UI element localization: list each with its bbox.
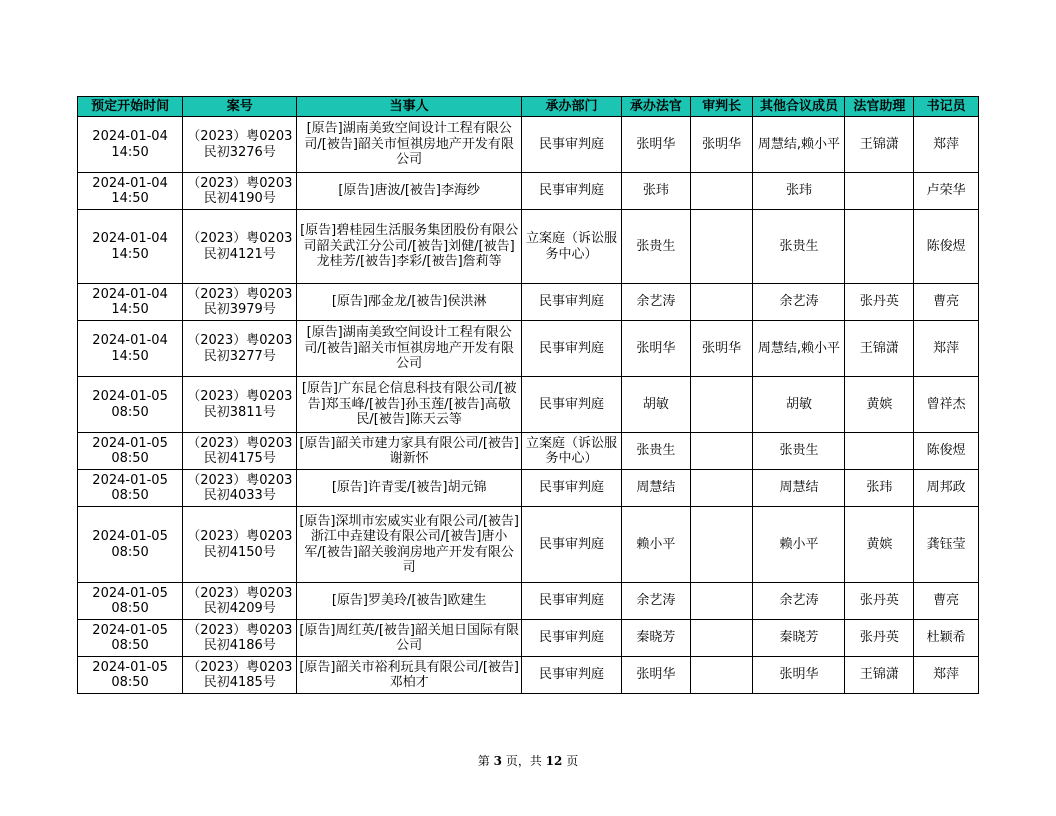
cell-clerk: 郑萍	[914, 657, 979, 694]
cell-department: 民事审判庭	[521, 377, 621, 433]
cell-case-number: （2023）粤0203民初4209号	[183, 583, 297, 620]
cell-clerk: 郑萍	[914, 117, 979, 173]
cell-start-time: 2024-01-04 14:50	[78, 284, 183, 321]
table-row	[78, 210, 979, 284]
cell-judge: 秦晓芳	[622, 620, 691, 657]
cell-department: 民事审判庭	[521, 620, 621, 657]
cell-judge: 周慧结	[622, 470, 691, 507]
cell-parties: [原告]广东昆仑信息科技有限公司/[被告]郑玉峰/[被告]孙玉莲/[被告]高敬民/[被告]陈天云等	[297, 377, 521, 433]
cell-department: 民事审判庭	[521, 321, 621, 377]
cell-start-time: 2024-01-04 14:50	[78, 321, 183, 377]
header-case-number: 案号	[183, 97, 297, 117]
cell-other-members: 张明华	[753, 657, 845, 694]
cell-case-number: （2023）粤0203民初4185号	[183, 657, 297, 694]
cell-judge-assistant: 黄嫔	[845, 507, 914, 583]
footer-middle: 页，共	[505, 754, 542, 768]
cell-judge: 余艺涛	[622, 583, 691, 620]
cell-presiding-judge	[690, 284, 753, 321]
cell-judge-assistant	[845, 210, 914, 284]
cell-presiding-judge	[690, 433, 753, 470]
header-judge: 承办法官	[622, 97, 691, 117]
cell-other-members: 余艺涛	[753, 284, 845, 321]
cell-start-time: 2024-01-05 08:50	[78, 433, 183, 470]
cell-judge: 张明华	[622, 117, 691, 173]
page-footer	[0, 752, 1056, 769]
cell-presiding-judge: 张明华	[690, 321, 753, 377]
cell-department: 民事审判庭	[521, 657, 621, 694]
cell-other-members: 余艺涛	[753, 583, 845, 620]
cell-parties: [原告]湖南美致空间设计工程有限公司/[被告]韶关市恒祺房地产开发有限公司	[297, 117, 521, 173]
footer-page-number: 3	[493, 754, 502, 768]
cell-start-time: 2024-01-05 08:50	[78, 620, 183, 657]
cell-other-members: 张贵生	[753, 433, 845, 470]
cell-judge: 张玮	[622, 173, 691, 210]
cell-department: 民事审判庭	[521, 507, 621, 583]
cell-presiding-judge	[690, 583, 753, 620]
footer-suffix: 页	[566, 754, 579, 768]
cell-start-time: 2024-01-04 14:50	[78, 210, 183, 284]
table-row	[78, 117, 979, 173]
cell-clerk: 曹亮	[914, 583, 979, 620]
cell-other-members: 周慧结	[753, 470, 845, 507]
cell-presiding-judge	[690, 470, 753, 507]
cell-other-members: 张贵生	[753, 210, 845, 284]
cell-other-members: 赖小平	[753, 507, 845, 583]
cell-department: 民事审判庭	[521, 470, 621, 507]
cell-parties: [原告]韶关市裕利玩具有限公司/[被告]邓柏才	[297, 657, 521, 694]
cell-parties: [原告]周红英/[被告]韶关旭日国际有限公司	[297, 620, 521, 657]
table-row	[78, 470, 979, 507]
cell-judge-assistant	[845, 173, 914, 210]
cell-presiding-judge: 张明华	[690, 117, 753, 173]
cell-judge-assistant	[845, 433, 914, 470]
cell-case-number: （2023）粤0203民初4033号	[183, 470, 297, 507]
cell-department: 民事审判庭	[521, 117, 621, 173]
cell-case-number: （2023）粤0203民初4190号	[183, 173, 297, 210]
cell-start-time: 2024-01-05 08:50	[78, 470, 183, 507]
footer-total-pages: 12	[545, 754, 563, 768]
cell-other-members: 张玮	[753, 173, 845, 210]
table-row	[78, 321, 979, 377]
cell-judge: 胡敏	[622, 377, 691, 433]
header-judge-assistant: 法官助理	[845, 97, 914, 117]
cell-clerk: 曾祥杰	[914, 377, 979, 433]
table-header-row	[78, 97, 979, 117]
table-row	[78, 377, 979, 433]
cell-clerk: 陈俊煜	[914, 210, 979, 284]
cell-judge-assistant: 张丹英	[845, 583, 914, 620]
header-start-time: 预定开始时间	[78, 97, 183, 117]
cell-judge-assistant: 张丹英	[845, 620, 914, 657]
table-row	[78, 433, 979, 470]
cell-parties: [原告]许青雯/[被告]胡元锦	[297, 470, 521, 507]
header-clerk: 书记员	[914, 97, 979, 117]
cell-case-number: （2023）粤0203民初3979号	[183, 284, 297, 321]
header-department: 承办部门	[521, 97, 621, 117]
cell-parties: [原告]韶关市建力家具有限公司/[被告]谢新怀	[297, 433, 521, 470]
cell-other-members: 周慧结,赖小平	[753, 117, 845, 173]
cell-case-number: （2023）粤0203民初4175号	[183, 433, 297, 470]
table-row	[78, 173, 979, 210]
cell-judge-assistant: 王锦潇	[845, 321, 914, 377]
cell-other-members: 周慧结,赖小平	[753, 321, 845, 377]
cell-start-time: 2024-01-05 08:50	[78, 583, 183, 620]
cell-judge-assistant: 张丹英	[845, 284, 914, 321]
cell-judge: 张贵生	[622, 433, 691, 470]
cell-presiding-judge	[690, 620, 753, 657]
footer-prefix: 第	[477, 754, 490, 768]
cell-start-time: 2024-01-05 08:50	[78, 507, 183, 583]
cell-judge: 张明华	[622, 657, 691, 694]
cell-department: 民事审判庭	[521, 284, 621, 321]
cell-case-number: （2023）粤0203民初4186号	[183, 620, 297, 657]
cell-start-time: 2024-01-05 08:50	[78, 657, 183, 694]
cell-case-number: （2023）粤0203民初4121号	[183, 210, 297, 284]
cell-judge-assistant: 王锦潇	[845, 657, 914, 694]
cell-judge-assistant: 王锦潇	[845, 117, 914, 173]
cell-case-number: （2023）粤0203民初3276号	[183, 117, 297, 173]
cell-parties: [原告]唐波/[被告]李海纱	[297, 173, 521, 210]
cell-start-time: 2024-01-04 14:50	[78, 173, 183, 210]
cell-clerk: 陈俊煜	[914, 433, 979, 470]
cell-department: 立案庭（诉讼服务中心）	[521, 210, 621, 284]
cell-judge: 张贵生	[622, 210, 691, 284]
cell-clerk: 曹亮	[914, 284, 979, 321]
cell-department: 民事审判庭	[521, 173, 621, 210]
cell-case-number: （2023）粤0203民初4150号	[183, 507, 297, 583]
cell-clerk: 郑萍	[914, 321, 979, 377]
table-row	[78, 507, 979, 583]
cell-judge-assistant: 黄嫔	[845, 377, 914, 433]
table-row	[78, 583, 979, 620]
cell-judge: 余艺涛	[622, 284, 691, 321]
cell-judge: 张明华	[622, 321, 691, 377]
cell-start-time: 2024-01-04 14:50	[78, 117, 183, 173]
table-row	[78, 657, 979, 694]
table-row	[78, 284, 979, 321]
header-presiding-judge: 审判长	[690, 97, 753, 117]
cell-parties: [原告]邴金龙/[被告]侯洪淋	[297, 284, 521, 321]
cell-judge-assistant: 张玮	[845, 470, 914, 507]
cell-judge: 赖小平	[622, 507, 691, 583]
header-other-members: 其他合议成员	[753, 97, 845, 117]
cell-parties: [原告]深圳市宏威实业有限公司/[被告]浙江中垚建设有限公司/[被告]唐小军/[被告]韶关骏润房地产开发有限公司	[297, 507, 521, 583]
cell-other-members: 胡敏	[753, 377, 845, 433]
cell-parties: [原告]罗美玲/[被告]欧建生	[297, 583, 521, 620]
cell-presiding-judge	[690, 210, 753, 284]
cell-case-number: （2023）粤0203民初3811号	[183, 377, 297, 433]
cell-parties: [原告]湖南美致空间设计工程有限公司/[被告]韶关市恒祺房地产开发有限公司	[297, 321, 521, 377]
cell-presiding-judge	[690, 507, 753, 583]
cell-presiding-judge	[690, 173, 753, 210]
cell-clerk: 龚钰莹	[914, 507, 979, 583]
cell-department: 民事审判庭	[521, 583, 621, 620]
cell-clerk: 周邦政	[914, 470, 979, 507]
cell-clerk: 杜颖希	[914, 620, 979, 657]
header-parties: 当事人	[297, 97, 521, 117]
cell-clerk: 卢荣华	[914, 173, 979, 210]
cell-parties: [原告]碧桂园生活服务集团股份有限公司韶关武江分公司/[被告]刘健/[被告]龙桂芳/[被告]李彩/[被告]詹莉等	[297, 210, 521, 284]
cell-presiding-judge	[690, 657, 753, 694]
hearing-schedule-table	[77, 96, 979, 694]
cell-case-number: （2023）粤0203民初3277号	[183, 321, 297, 377]
table-row	[78, 620, 979, 657]
cell-presiding-judge	[690, 377, 753, 433]
cell-start-time: 2024-01-05 08:50	[78, 377, 183, 433]
cell-other-members: 秦晓芳	[753, 620, 845, 657]
cell-department: 立案庭（诉讼服务中心）	[521, 433, 621, 470]
